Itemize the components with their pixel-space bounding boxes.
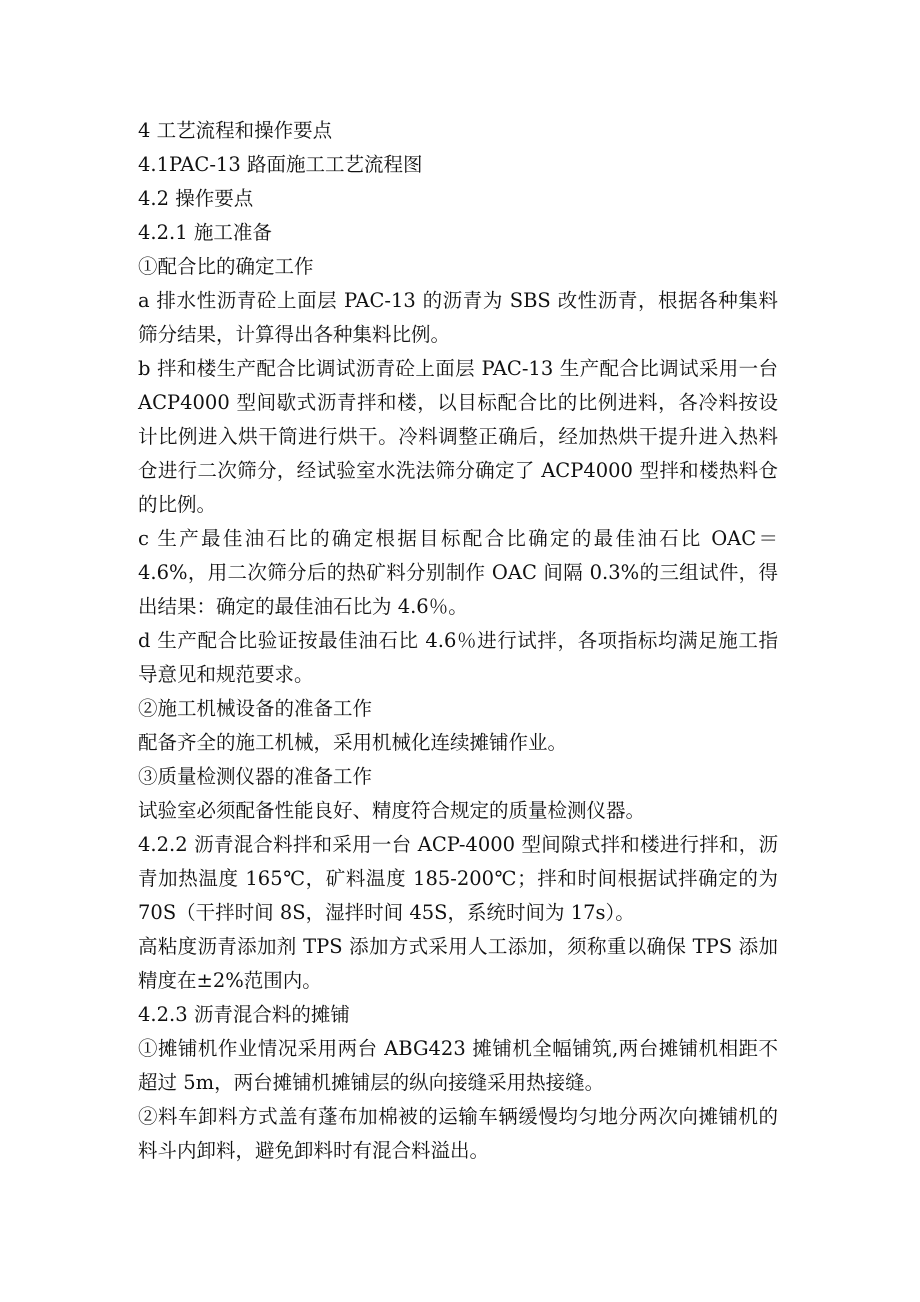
paragraph-c: c 生产最佳油石比的确定根据目标配合比确定的最佳油石比 OAC＝4.6%，用二次筛分后的热矿料分别制作 OAC 间隔 0.3%的三组试件，得出结果：确定的最佳油石比为 4.6％。 bbox=[138, 527, 778, 618]
paragraph-b: b 拌和楼生产配合比调试沥青砼上面层 PAC-13 生产配合比调试采用一台 ACP4000 型间歇式沥青拌和楼，以目标配合比的比例进料，各冷料按设计比例进入烘干筒进行烘干。冷料调整正确后，经加热烘干提升进入热料仓进行二次筛分，经试验室水洗法筛分确定了 ACP4000 型拌和楼热料仓的比例。 bbox=[138, 357, 778, 516]
paragraph-tps-additive: 高粘度沥青添加剂 TPS 添加方式采用人工添加，须称重以确保 TPS 添加精度在±2%范围内。 bbox=[138, 935, 778, 992]
paragraph-instruments: 试验室必须配备性能良好、精度符合规定的质量检测仪器。 bbox=[138, 799, 646, 822]
section-heading-4: 4 工艺流程和操作要点 bbox=[138, 119, 333, 142]
section-heading-4-2: 4.2 操作要点 bbox=[138, 187, 254, 210]
paragraph-d: d 生产配合比验证按最佳油石比 4.6％进行试拌，各项指标均满足施工指导意见和规范要求。 bbox=[138, 629, 778, 686]
section-heading-4-2-3: 4.2.3 沥青混合料的摊铺 bbox=[138, 1003, 350, 1026]
paragraph-a: a 排水性沥青砼上面层 PAC-13 的沥青为 SBS 改性沥青，根据各种集料筛分结果，计算得出各种集料比例。 bbox=[138, 289, 778, 346]
item-heading-machinery: ②施工机械设备的准备工作 bbox=[138, 697, 373, 720]
section-heading-4-2-1: 4.2.1 施工准备 bbox=[138, 221, 272, 244]
paragraph-truck-unloading: ②料车卸料方式盖有蓬布加棉被的运输车辆缓慢均匀地分两次向摊铺机的料斗内卸料，避免卸料时有混合料溢出。 bbox=[138, 1105, 778, 1162]
document-body bbox=[138, 114, 778, 1168]
section-heading-4-1: 4.1PAC-13 路面施工工艺流程图 bbox=[138, 153, 423, 176]
item-heading-mix-ratio: ①配合比的确定工作 bbox=[138, 255, 314, 278]
section-4-2-2-mixing: 4.2.2 沥青混合料拌和采用一台 ACP-4000 型间隙式拌和楼进行拌和，沥青加热温度 165℃，矿料温度 185-200℃；拌和时间根据试拌确定的为 70S（干拌时间 8S，湿拌时间 45S，系统时间为 17s）。 bbox=[138, 833, 778, 924]
paragraph-paver-operation: ①摊铺机作业情况采用两台 ABG423 摊铺机全幅铺筑,两台摊铺机相距不超过 5m，两台摊铺机摊铺层的纵向接缝采用热接缝。 bbox=[138, 1037, 778, 1094]
paragraph-machinery: 配备齐全的施工机械，采用机械化连续摊铺作业。 bbox=[138, 731, 568, 754]
item-heading-instruments: ③质量检测仪器的准备工作 bbox=[138, 765, 373, 788]
